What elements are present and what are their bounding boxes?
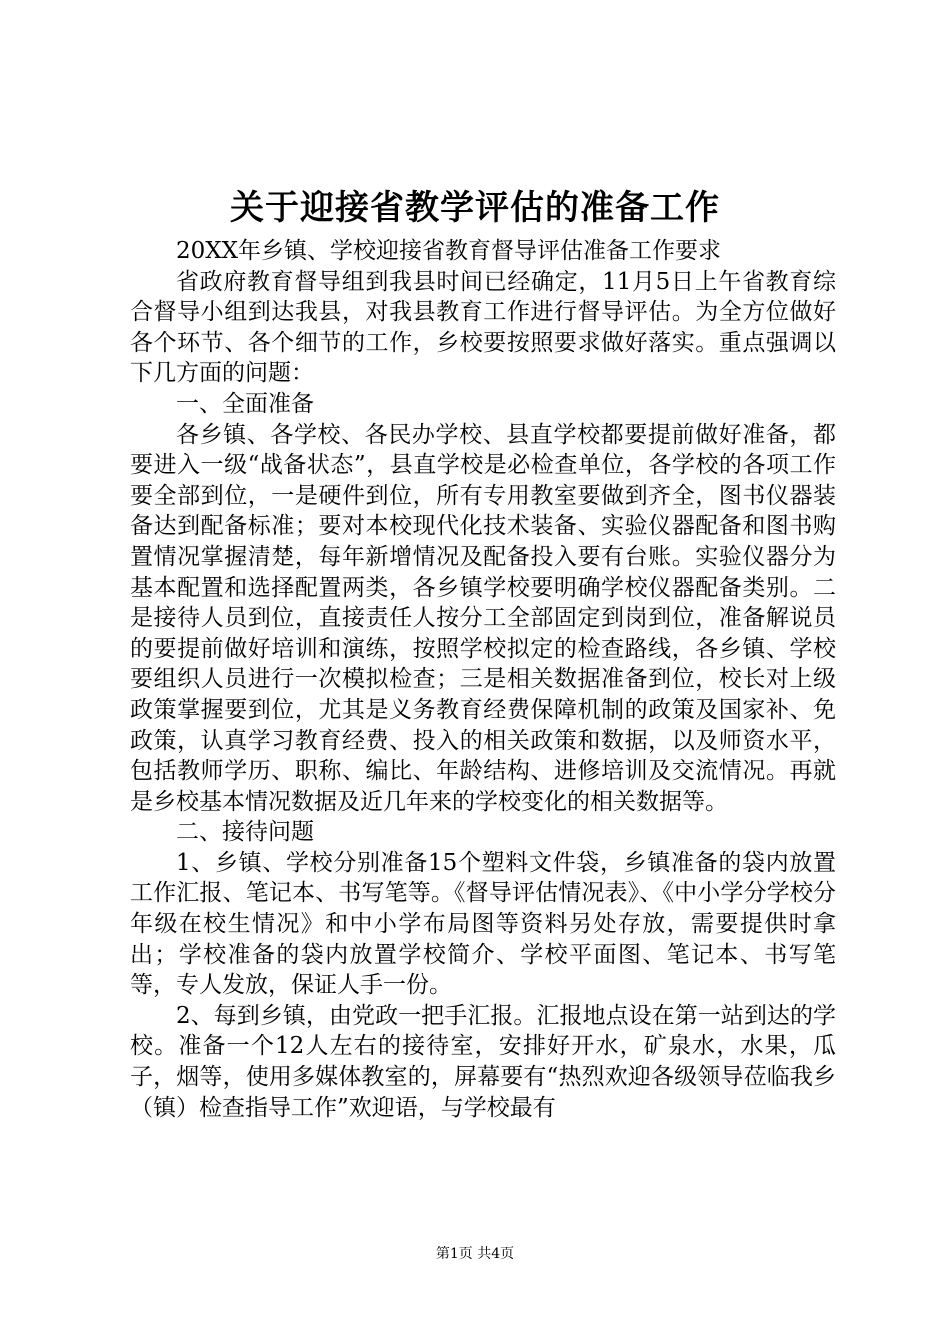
document-title: 关于迎接省教学评估的准备工作: [230, 188, 720, 228]
paragraph-subtitle: 20XX年乡镇、学校迎接省教育督导评估准备工作要求: [176, 238, 722, 264]
section-heading-1: 一、全面准备: [176, 390, 314, 417]
paragraph-preparation: 各乡镇、各学校、各民办学校、县直学校都要提前做好准备，都要进入一级“战备状态”，县直学校是必检查单位，各学校的各项工作要全部到位，一是硬件到位，所有专用教室要做到齐全，图书仪器装备达到配备标准；要对本校现代化技术装备、实验仪器配备和图书购置情况掌握清楚，每年新增情况及配备投入要有台账。实验仪器分为基本配置和选择配置两类，各乡镇学校要明确学校仪器配备类别。二是接待人员到位，直接责任人按分工全部固定到岗到位，准备解说员的要提前做好培训和演练，按照学校拟定的检查路线，各乡镇、学校要组织人员进行一次模拟检查；三是相关数据准备到位，校长对上级政策掌握要到位，尤其是义务教育经费保障机制的政策及国家补、免政策，认真学习教育经费、投入的相关政策和数据，以及师资水平，包括教师学历、职称、编比、年龄结构、进修培训及交流情况。再就是乡校基本情况数据及近几年来的学校变化的相关数据等。: [130, 421, 836, 815]
document-body: [130, 236, 836, 1123]
page-number: 第1页 共4页: [435, 1246, 515, 1262]
paragraph-intro: 省政府教育督导组到我县时间已经确定，11月5日上午省教育综合督导小组到达我县，对我县教育工作进行督导评估。为全方位做好各个环节、各个细节的工作，乡校要按照要求做好落实。重点强调以下几方面的问题：: [130, 268, 836, 387]
paragraph-item-1: 1、乡镇、学校分别准备15个塑料文件袋，乡镇准备的袋内放置工作汇报、笔记本、书写笔等。《督导评估情况表》、《中小学分学校分年级在校生情况》和中小学布局图等资料另处存放，需要提供时拿出；学校准备的袋内放置学校简介、学校平面图、笔记本、书写笔等，专人发放，保证人手一份。: [130, 849, 836, 999]
paragraph-item-2: 2、每到乡镇，由党政一把手汇报。汇报地点设在第一站到达的学校。准备一个12人左右的接待室，安排好开水，矿泉水，水果，瓜子，烟等，使用多媒体教室的，屏幕要有“热烈欢迎各级领导莅临我乡（镇）检查指导工作”欢迎语，与学校最有: [130, 1002, 836, 1121]
section-heading-2: 二、接待问题: [176, 819, 314, 846]
